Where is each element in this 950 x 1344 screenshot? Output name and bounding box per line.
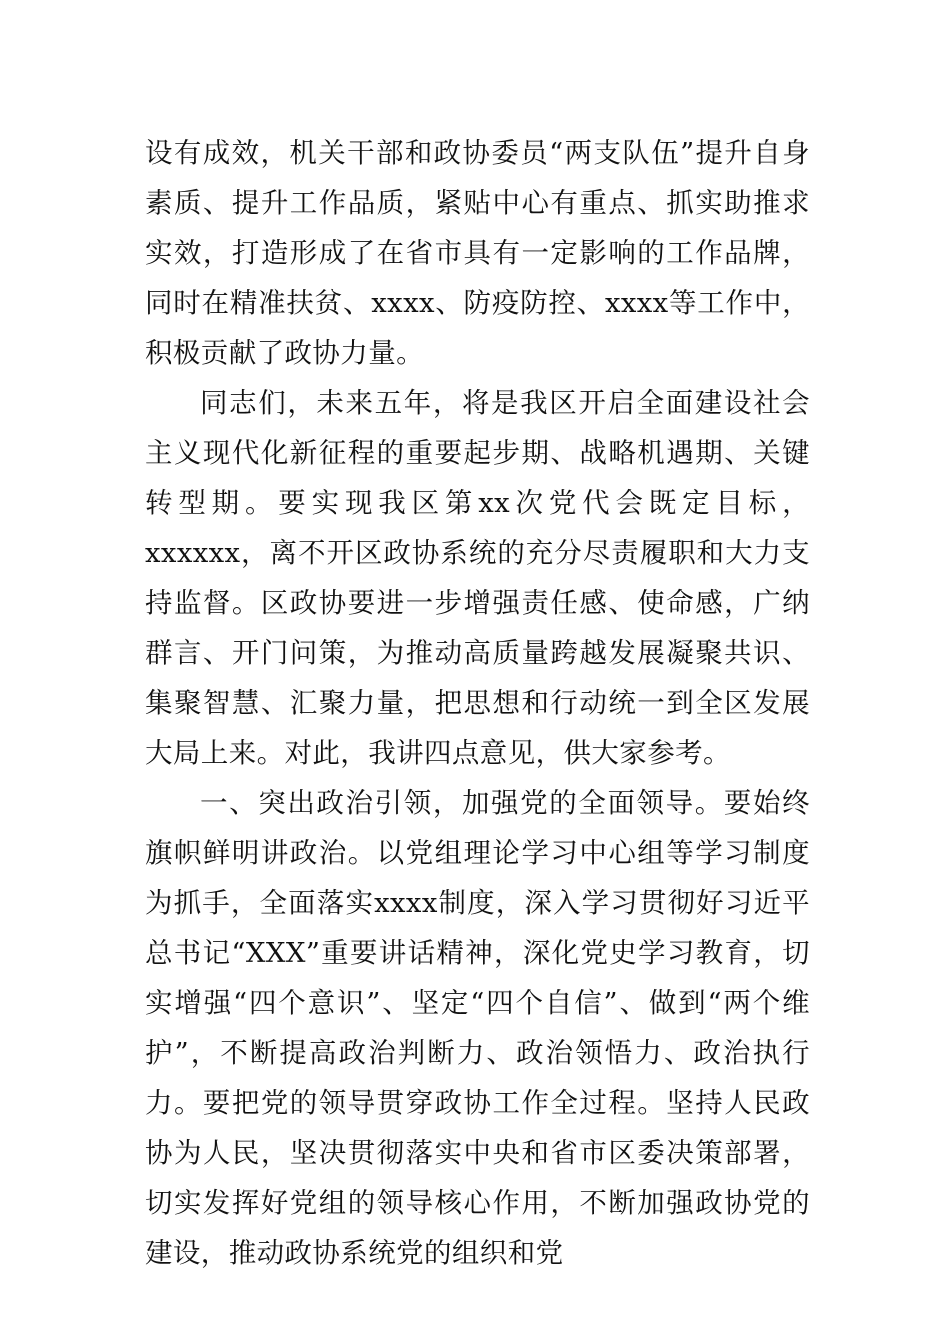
paragraph-2: 同志们，未来五年，将是我区开启全面建设社会主义现代化新征程的重要起步期、战略机遇期、关键转型期。要实现我区第xx次党代会既定目标，xxxxxx，离不开区政协系统的充分尽责履职和大力支持监督。区政协要进一步增强责任感、使命感，广纳群言、开门问策，为推动高质量跨越发展凝聚共识、集聚智慧、汇聚力量，把思想和行动统一到全区发展大局上来。对此，我讲四点意见，供大家参考。 [145, 387, 810, 769]
paragraph-3: 一、突出政治引领，加强党的全面领导。要始终旗帜鲜明讲政治。以党组理论学习中心组等学习制度为抓手，全面落实xxxx制度，深入学习贯彻好习近平总书记“XXX”重要讲话精神，深化党史学习教育，切实增强“四个意识”、坚定“四个自信”、做到“两个维护”，不断提高政治判断力、政治领悟力、政治执行力。要把党的领导贯穿政协工作全过程。坚持人民政协为人民，坚决贯彻落实中央和省市区委决策部署，切实发挥好党组的领导核心作用，不断加强政协党的建设，推动政协系统党的组织和党 [145, 787, 810, 1269]
document-body [145, 128, 810, 1278]
paragraph-1: 设有成效，机关干部和政协委员“两支队伍”提升自身素质、提升工作品质，紧贴中心有重点、抓实助推求实效，打造形成了在省市具有一定影响的工作品牌，同时在精准扶贫、xxxx、防疫防控、xxxx等工作中，积极贡献了政协力量。 [145, 137, 810, 369]
